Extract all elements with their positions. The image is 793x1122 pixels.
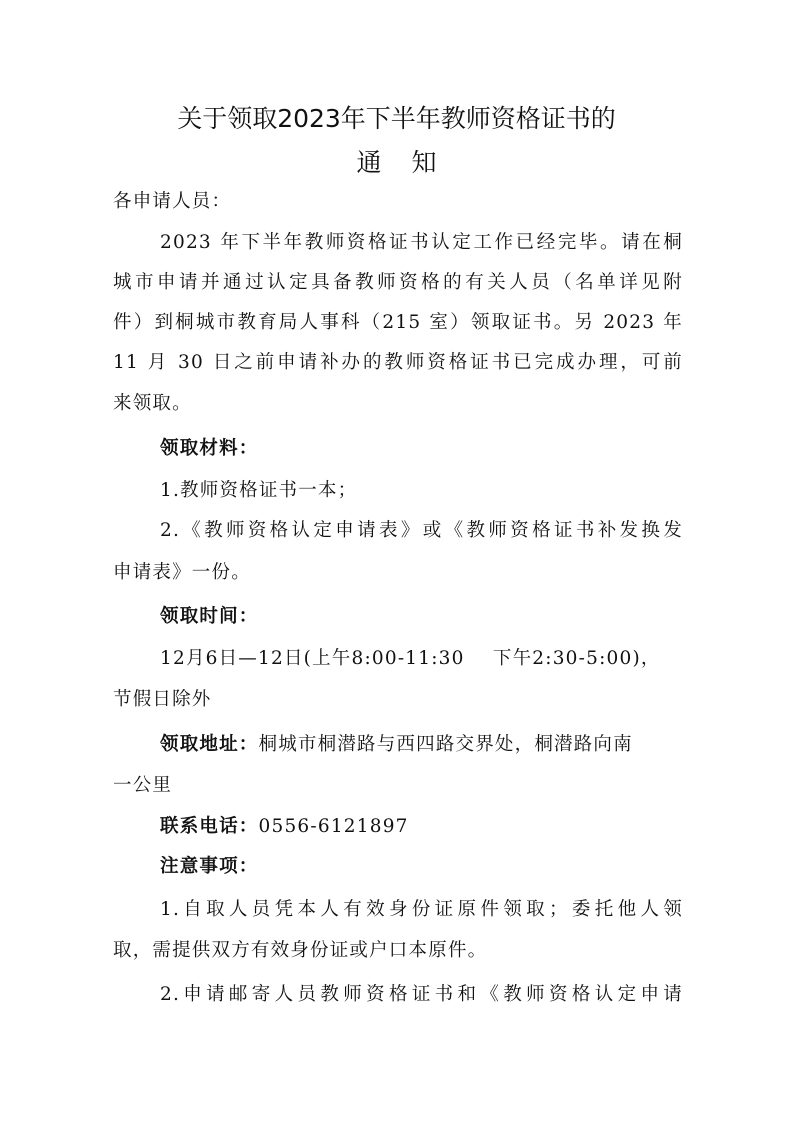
materials-item-1: 1.教师资格证书一本； <box>160 480 358 501</box>
materials-item-2-line-2: 申请表》一份。 <box>113 562 251 583</box>
address-line-1 <box>160 730 683 760</box>
time-line-1: 12月6日—12日(上午8:00-11:30 下午2:30-5:00)， <box>160 648 661 669</box>
time-heading: 领取时间： <box>160 606 259 627</box>
intro-line-1: 2023 年下半年教师资格证书认定工作已经完毕。请在桐 <box>160 232 683 253</box>
notes-item-2-line-1: 2.申请邮寄人员教师资格证书和《教师资格认定申请 <box>160 984 683 1005</box>
intro-line-5: 来领取。 <box>113 393 192 414</box>
notice-title-line2: 通知 <box>356 148 467 177</box>
notes-item-1-line-2: 取，需提供双方有效身份证或户口本原件。 <box>113 940 488 961</box>
time-line-2: 节假日除外 <box>113 689 212 710</box>
notes-item-1-line-1: 1.自取人员凭本人有效身份证原件领取；委托他人领 <box>160 899 683 920</box>
contact-phone: 0556-6121897 <box>258 816 409 837</box>
address-heading: 领取地址： <box>160 734 259 755</box>
contact-line <box>160 812 683 842</box>
intro-line-3: 件）到桐城市教育局人事科（215 室）领取证书。另 2023 年 <box>113 312 683 333</box>
address-text: 桐城市桐潜路与西四路交界处，桐潜路向南 <box>258 734 633 755</box>
notes-heading: 注意事项： <box>160 856 259 877</box>
notice-title-line1: 关于领取2023年下半年教师资格证书的 <box>177 104 616 133</box>
intro-line-4: 11 月 30 日之前申请补办的教师资格证书已完成办理，可前 <box>113 352 683 373</box>
materials-heading: 领取材料： <box>160 438 259 459</box>
intro-line-2: 城市申请并通过认定具备教师资格的有关人员（名单详见附 <box>113 272 683 293</box>
salutation: 各申请人员： <box>113 191 232 212</box>
materials-item-2-line-1: 2.《教师资格认定申请表》或《教师资格证书补发换发 <box>160 520 683 541</box>
contact-heading: 联系电话： <box>160 816 259 837</box>
address-line-2: 一公里 <box>113 775 173 796</box>
